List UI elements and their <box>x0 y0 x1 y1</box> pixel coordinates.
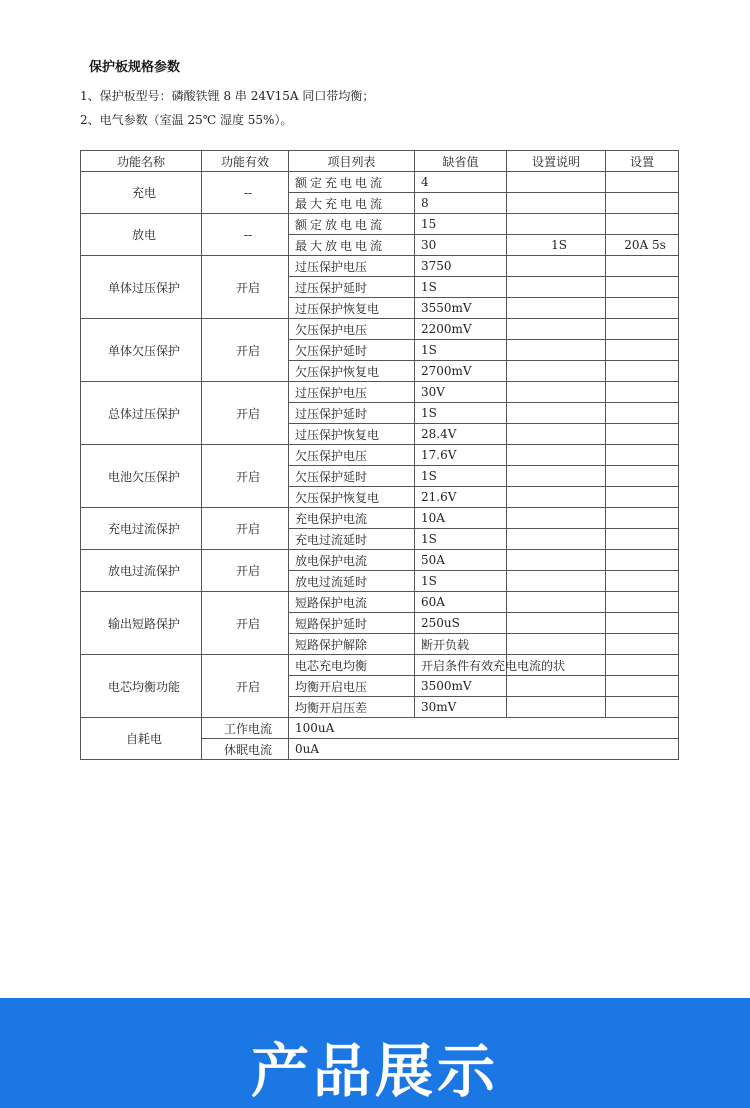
setting-cell <box>606 361 679 382</box>
item-cell: 短路保护电流 <box>289 592 415 613</box>
function-name-cell: 电芯均衡功能 <box>81 655 202 718</box>
function-enabled-cell: -- <box>202 214 289 256</box>
setting-cell <box>606 445 679 466</box>
setting-note-cell <box>507 382 606 403</box>
function-name-cell: 放电 <box>81 214 202 256</box>
setting-note-cell <box>507 529 606 550</box>
self-consumption-name-cell: 自耗电 <box>81 718 202 760</box>
setting-note-cell <box>507 571 606 592</box>
setting-note-cell <box>507 613 606 634</box>
default-value-cell: 15 <box>415 214 507 235</box>
item-cell: 欠压保护电压 <box>289 445 415 466</box>
setting-cell: 20A 5s <box>606 235 679 256</box>
setting-cell <box>606 676 679 697</box>
item-cell: 放电保护电流 <box>289 550 415 571</box>
default-value-cell: 1S <box>415 529 507 550</box>
table-row <box>81 550 679 571</box>
function-enabled-cell: 开启 <box>202 508 289 550</box>
setting-note-cell <box>507 403 606 424</box>
table-row <box>81 655 679 676</box>
item-cell: 过压保护延时 <box>289 277 415 298</box>
item-cell: 欠压保护延时 <box>289 466 415 487</box>
setting-note-cell <box>507 550 606 571</box>
setting-cell <box>606 697 679 718</box>
spec-table-body <box>81 151 679 760</box>
setting-note-cell <box>507 487 606 508</box>
setting-cell <box>606 340 679 361</box>
item-cell: 短路保护延时 <box>289 613 415 634</box>
setting-note-cell <box>507 445 606 466</box>
setting-note-cell: 1S <box>507 235 606 256</box>
item-cell: 放电过流延时 <box>289 571 415 592</box>
current-label-cell: 工作电流 <box>202 718 289 739</box>
item-cell: 欠压保护恢复电 <box>289 361 415 382</box>
item-cell: 均衡开启电压 <box>289 676 415 697</box>
function-name-cell: 单体欠压保护 <box>81 319 202 382</box>
default-value-cell: 1S <box>415 571 507 592</box>
column-header: 缺省值 <box>415 151 507 172</box>
column-header: 设置说明 <box>507 151 606 172</box>
table-row <box>81 718 679 739</box>
item-cell: 过压保护恢复电 <box>289 424 415 445</box>
item-cell: 均衡开启压差 <box>289 697 415 718</box>
setting-cell <box>606 256 679 277</box>
default-value-cell: 21.6V <box>415 487 507 508</box>
default-value-cell: 3550mV <box>415 298 507 319</box>
function-enabled-cell: 开启 <box>202 655 289 718</box>
default-value-cell: 30 <box>415 235 507 256</box>
default-value-cell: 3500mV <box>415 676 507 697</box>
setting-cell <box>606 403 679 424</box>
item-cell: 充电保护电流 <box>289 508 415 529</box>
item-cell: 欠压保护延时 <box>289 340 415 361</box>
current-value-cell: 0uA <box>289 739 679 760</box>
setting-cell <box>606 571 679 592</box>
default-value-cell: 1S <box>415 403 507 424</box>
setting-cell <box>606 214 679 235</box>
default-value-cell: 8 <box>415 193 507 214</box>
setting-note-cell <box>507 193 606 214</box>
item-cell: 短路保护解除 <box>289 634 415 655</box>
column-header: 项目列表 <box>289 151 415 172</box>
function-enabled-cell: 开启 <box>202 592 289 655</box>
setting-cell <box>606 298 679 319</box>
setting-note-cell <box>507 340 606 361</box>
item-cell: 过压保护延时 <box>289 403 415 424</box>
table-row <box>81 319 679 340</box>
setting-note-cell <box>507 172 606 193</box>
setting-note-cell <box>507 424 606 445</box>
setting-note-cell <box>507 319 606 340</box>
default-value-cell: 50A <box>415 550 507 571</box>
spec-table <box>80 150 679 760</box>
setting-cell <box>606 613 679 634</box>
setting-cell <box>606 382 679 403</box>
setting-cell <box>606 592 679 613</box>
function-name-cell: 充电 <box>81 172 202 214</box>
setting-cell <box>606 466 679 487</box>
function-name-cell: 放电过流保护 <box>81 550 202 592</box>
setting-cell <box>606 529 679 550</box>
setting-cell <box>606 277 679 298</box>
product-display-banner <box>0 998 750 1108</box>
item-cell: 最大充电电流 <box>289 193 415 214</box>
banner-title: 产品展示 <box>250 1037 499 1105</box>
default-value-cell: 开启条件有效充电电流的状 <box>415 655 507 676</box>
setting-cell <box>606 550 679 571</box>
function-name-cell: 总体过压保护 <box>81 382 202 445</box>
table-row <box>81 592 679 613</box>
setting-cell <box>606 634 679 655</box>
function-enabled-cell: 开启 <box>202 319 289 382</box>
setting-note-cell <box>507 697 606 718</box>
setting-cell <box>606 508 679 529</box>
setting-note-cell <box>507 361 606 382</box>
item-cell: 过压保护恢复电 <box>289 298 415 319</box>
default-value-cell: 10A <box>415 508 507 529</box>
function-name-cell: 输出短路保护 <box>81 592 202 655</box>
item-cell: 过压保护电压 <box>289 256 415 277</box>
table-row <box>81 445 679 466</box>
setting-cell <box>606 487 679 508</box>
setting-note-cell <box>507 634 606 655</box>
default-value-cell: 1S <box>415 277 507 298</box>
item-cell: 额定充电电流 <box>289 172 415 193</box>
item-cell: 最大放电电流 <box>289 235 415 256</box>
column-header: 设置 <box>606 151 679 172</box>
function-enabled-cell: 开启 <box>202 382 289 445</box>
setting-note-cell <box>507 508 606 529</box>
model-line: 1、保护板型号：磷酸铁锂 8 串 24V15A 同口带均衡； <box>80 89 375 103</box>
default-value-cell: 30mV <box>415 697 507 718</box>
default-value-cell: 2700mV <box>415 361 507 382</box>
setting-cell <box>606 193 679 214</box>
table-header-row <box>81 151 679 172</box>
table-row <box>81 214 679 235</box>
electrical-params-line: 2、电气参数（室温 25℃ 湿度 55%）。 <box>80 113 293 127</box>
item-cell: 额定放电电流 <box>289 214 415 235</box>
function-enabled-cell: 开启 <box>202 445 289 508</box>
table-row <box>81 172 679 193</box>
default-value-cell: 4 <box>415 172 507 193</box>
function-name-cell: 充电过流保护 <box>81 508 202 550</box>
default-value-cell: 30V <box>415 382 507 403</box>
item-cell: 过压保护电压 <box>289 382 415 403</box>
default-value-cell: 1S <box>415 466 507 487</box>
current-value-cell: 100uA <box>289 718 679 739</box>
default-value-cell: 3750 <box>415 256 507 277</box>
function-enabled-cell: 开启 <box>202 550 289 592</box>
default-value-cell: 1S <box>415 340 507 361</box>
item-cell: 欠压保护电压 <box>289 319 415 340</box>
setting-note-cell <box>507 256 606 277</box>
item-cell: 电芯充电均衡 <box>289 655 415 676</box>
setting-cell <box>606 655 679 676</box>
default-value-cell: 250uS <box>415 613 507 634</box>
column-header: 功能有效 <box>202 151 289 172</box>
default-value-cell: 60A <box>415 592 507 613</box>
setting-cell <box>606 319 679 340</box>
function-enabled-cell: -- <box>202 172 289 214</box>
setting-note-cell <box>507 298 606 319</box>
item-cell: 欠压保护恢复电 <box>289 487 415 508</box>
default-value-cell: 2200mV <box>415 319 507 340</box>
setting-cell <box>606 172 679 193</box>
setting-note-cell <box>507 592 606 613</box>
setting-note-cell <box>507 214 606 235</box>
current-label-cell: 休眠电流 <box>202 739 289 760</box>
table-row <box>81 382 679 403</box>
setting-cell <box>606 424 679 445</box>
function-enabled-cell: 开启 <box>202 256 289 319</box>
default-value-cell: 28.4V <box>415 424 507 445</box>
column-header: 功能名称 <box>81 151 202 172</box>
item-cell: 充电过流延时 <box>289 529 415 550</box>
default-value-cell: 断开负载 <box>415 634 507 655</box>
table-row <box>81 508 679 529</box>
function-name-cell: 单体过压保护 <box>81 256 202 319</box>
setting-note-cell <box>507 676 606 697</box>
table-row <box>81 256 679 277</box>
setting-note-cell <box>507 466 606 487</box>
setting-note-cell <box>507 277 606 298</box>
function-name-cell: 电池欠压保护 <box>81 445 202 508</box>
spec-heading: 保护板规格参数 <box>89 60 181 75</box>
default-value-cell: 17.6V <box>415 445 507 466</box>
